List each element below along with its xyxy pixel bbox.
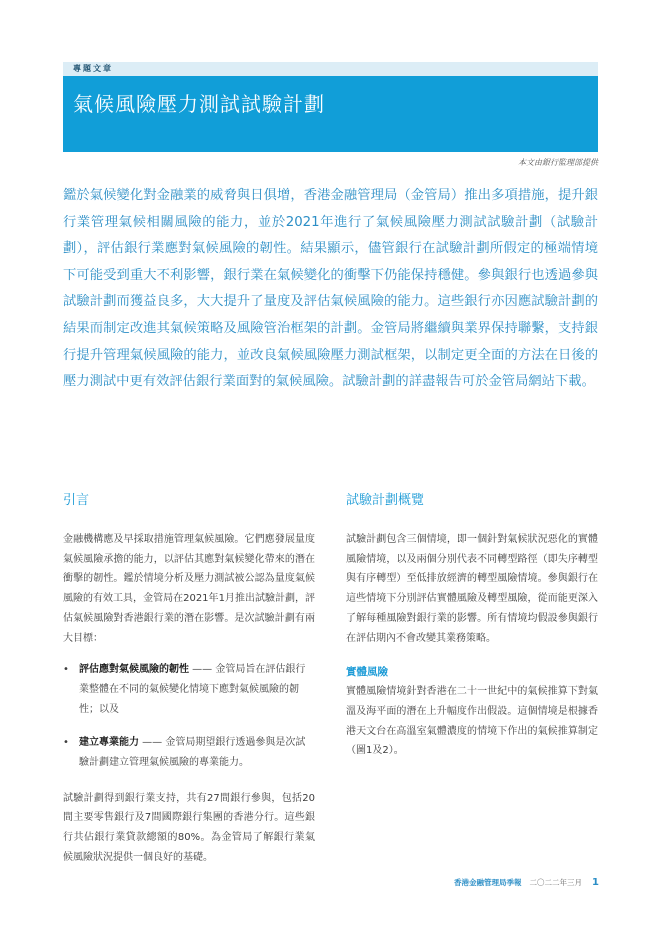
page-footer	[454, 877, 599, 888]
objective-text: 金管局期望銀行透過參與是次試驗計劃建立管理氣候風險的專業能力。	[79, 737, 306, 769]
right-column	[346, 489, 598, 761]
page-title: 氣候風險壓力測試試驗計劃	[73, 92, 325, 116]
issue-date: 二〇二二年三月	[529, 878, 583, 887]
bullet-icon: •	[63, 664, 69, 676]
left-column	[63, 489, 315, 868]
bullet-icon: •	[63, 737, 69, 749]
objective-separator: ——	[139, 737, 166, 749]
overview-heading: 試驗計劃概覽	[346, 493, 425, 508]
objectives-list	[63, 660, 315, 773]
intro-paragraph: 金融機構應及早採取措施管理氣候風險。它們應發展量度氣候風險承擔的能力，以評估其應對氣候變化帶來的潛在衝擊的韌性。鑑於情境分析及壓力測試被公認為量度氣候風險的有效工具，金管局在2021年1月推出試驗計劃，評估氣候風險對香港銀行業的潛在影響。是次試驗計劃有兩大目標：	[63, 534, 315, 644]
title-banner	[63, 76, 598, 152]
objective-separator: ——	[189, 664, 216, 676]
section-tag: 專題文章	[63, 62, 598, 76]
overview-paragraph: 試驗計劃包含三個情境，即一個針對氣候狀況惡化的實體風險情境，以及兩個分別代表不同轉型路徑（即失序轉型與有序轉型）至低排放經濟的轉型風險情境。參與銀行在這些情境下分別評估實體風險及轉型風險，從而能更深入了解每種風險對銀行業的影響。所有情境均假設參與銀行在評估期內不會改變其業務策略。	[346, 534, 598, 644]
magazine-name: 香港金融管理局季報	[454, 878, 522, 887]
objective-title: 建立專業能力	[79, 737, 139, 749]
list-item	[63, 733, 315, 772]
physical-risk-heading: 實體風險	[346, 666, 388, 679]
page-number: 1	[592, 877, 599, 888]
participation-paragraph: 試驗計劃得到銀行業支持，共有27間銀行參與，包括20間主要零售銀行及7間國際銀行集團的香港分行。這些銀行共佔銀行業貸款總額的80%。為金管局了解銀行業氣候風險狀況提供一個良好的基礎。	[63, 792, 315, 863]
intro-heading: 引言	[63, 493, 90, 508]
lead-paragraph: 鑑於氣候變化對金融業的威脅與日俱增，香港金融管理局（金管局）推出多項措施，提升銀行業管理氣候相關風險的能力，並於2021年進行了氣候風險壓力測試試驗計劃（試驗計劃），評估銀行業應對氣候風險的韌性。結果顯示，儘管銀行在試驗計劃所假定的極端情境下可能受到重大不利影響，銀行業在氣候變化的衝擊下仍能保持穩健。參與銀行也透過參與試驗計劃而獲益良多，大大提升了量度及評估氣候風險的能力。這些銀行亦因應試驗計劃的結果而制定改進其氣候策略及風險管治框架的計劃。金管局將繼續與業界保持聯繫，支持銀行提升管理氣候風險的能力，並改良氣候風險壓力測試框架，以制定更全面的方法在日後的壓力測試中更有效評估銀行業面對的氣候風險。試驗計劃的詳盡報告可於金管局網站下載。	[63, 188, 598, 390]
objective-title: 評估應對氣候風險的韌性	[79, 664, 189, 676]
list-item	[63, 660, 315, 719]
source-note: 本文由銀行監理部提供	[518, 158, 598, 167]
physical-risk-paragraph: 實體風險情境針對香港在二十一世紀中的氣候推算下對氣溫及海平面的潛在上升幅度作出假設。這個情境是根據香港天文台在高溫室氣體濃度的情境下作出的氣候推算制定（圖1及2）。	[346, 686, 598, 757]
objective-text: 金管局旨在評估銀行業整體在不同的氣候變化情境下應對氣候風險的韌性；以及	[79, 664, 306, 715]
